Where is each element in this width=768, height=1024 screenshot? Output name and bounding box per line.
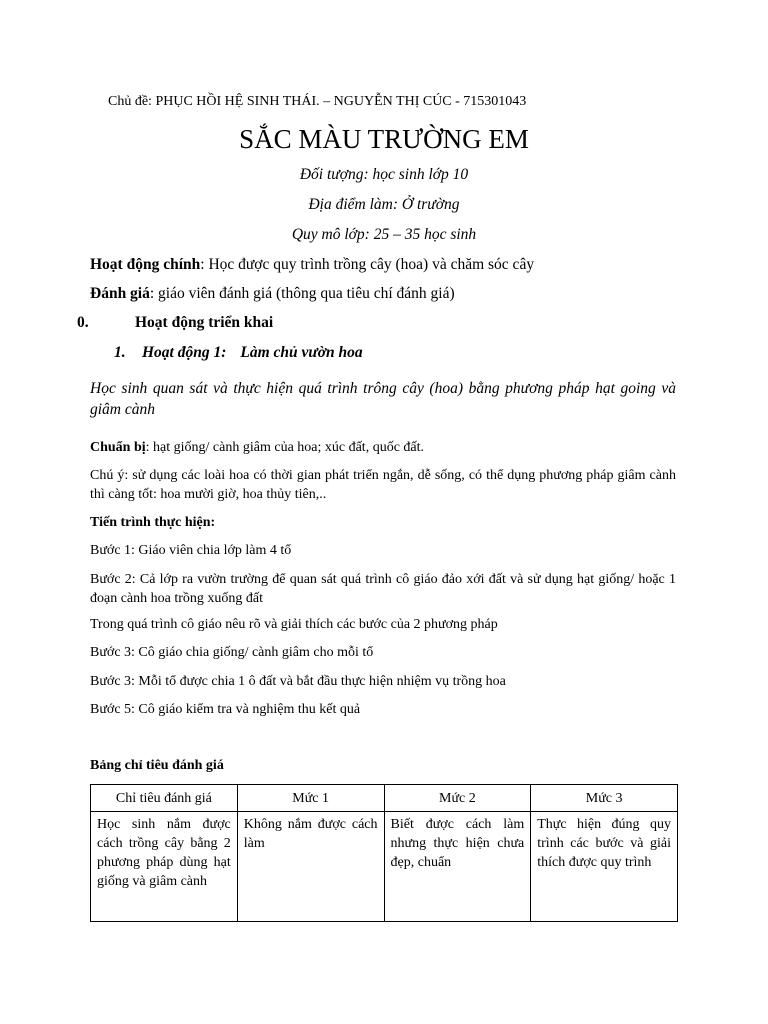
header-level-1: Mức 1 [237,785,384,812]
section-title: Hoạt động triển khai [135,314,274,331]
subtitle-location: Địa điểm làm: Ở trường [308,196,460,213]
header-level-3: Mức 3 [531,785,678,812]
preparation-text: : hạt giống/ cành giâm của hoa; xúc đất, quốc đất. [145,440,425,455]
table-header-row [91,785,678,812]
main-activity-label: Hoạt động chính [90,256,201,273]
evaluation-label: Đánh giá [90,285,150,302]
process-heading: Tiến trình thực hiện: [90,515,216,530]
step-2: Bước 2: Cả lớp ra vườn trường để quan sát quá trình cô giáo đảo xới đất và sử dụng hạt giống/ hoặc 1 đoạn cành hoa trồng xuống đất [90,572,676,606]
cell-level-3: Thực hiện đúng quy trình các bước và giải thích được quy trình [531,812,678,922]
header-level-2: Mức 2 [384,785,531,812]
main-activity-line [90,256,534,274]
table-row [91,812,678,922]
step-3a: Bước 3: Cô giáo chia giống/ cành giâm cho mỗi tổ [90,645,374,660]
activity-intro: Học sinh quan sát và thực hiện quá trình trông cây (hoa) bằng phương pháp hạt going và giâm cành [90,380,676,418]
activity-label: Hoạt động 1: [142,344,227,361]
step-explain: Trong quá trình cô giáo nêu rõ và giải thích các bước của 2 phương pháp [90,617,498,632]
evaluation-text: : giáo viên đánh giá (thông qua tiêu chí đánh giá) [149,285,455,302]
step-5: Bước 5: Cô giáo kiểm tra và nghiệm thu kết quả [90,702,361,717]
activity-heading [114,344,363,362]
preparation-line [90,438,424,457]
activity-number: 1. [114,344,126,361]
header-criteria: Chỉ tiêu đánh giá [91,785,238,812]
cell-criteria: Học sinh nắm được cách trồng cây bằng 2 phương pháp dùng hạt giống và giâm cành [91,812,238,922]
subtitle-audience: Đối tượng: học sinh lớp 10 [299,166,469,183]
preparation-label: Chuẩn bị [90,440,146,455]
topic-header: Chủ đề: PHỤC HỒI HỆ SINH THÁI. – NGUYỄN THỊ CÚC - 715301043 [108,94,527,109]
section-heading [77,314,273,332]
activity-title: Làm chủ vườn hoa [240,344,363,361]
step-3b: Bước 3: Mỗi tổ được chia 1 ô đất và bắt đầu thực hiện nhiệm vụ trồng hoa [90,674,506,689]
cell-level-2: Biết được cách làm nhưng thực hiện chưa đẹp, chuẩn [384,812,531,922]
main-activity-text: : Học được quy trình trồng cây (hoa) và chăm sóc cây [200,256,535,273]
section-number: 0. [77,314,89,331]
page-title: SẮC MÀU TRƯỜNG EM [239,124,529,154]
cell-level-1: Không nắm được cách làm [237,812,384,922]
subtitle-class-size: Quy mô lớp: 25 – 35 học sinh [291,226,477,243]
evaluation-line [90,285,455,303]
step-1: Bước 1: Giáo viên chia lớp làm 4 tổ [90,543,292,558]
note-paragraph: Chú ý: sử dụng các loài hoa có thời gian phát triển ngắn, dễ sống, có thể dụng phương pháp giâm cành thì càng tốt: hoa mười giờ, hoa thủy tiên,.. [90,468,676,502]
criteria-table [90,784,678,922]
table-title: Bảng chỉ tiêu đánh giá [90,758,224,773]
